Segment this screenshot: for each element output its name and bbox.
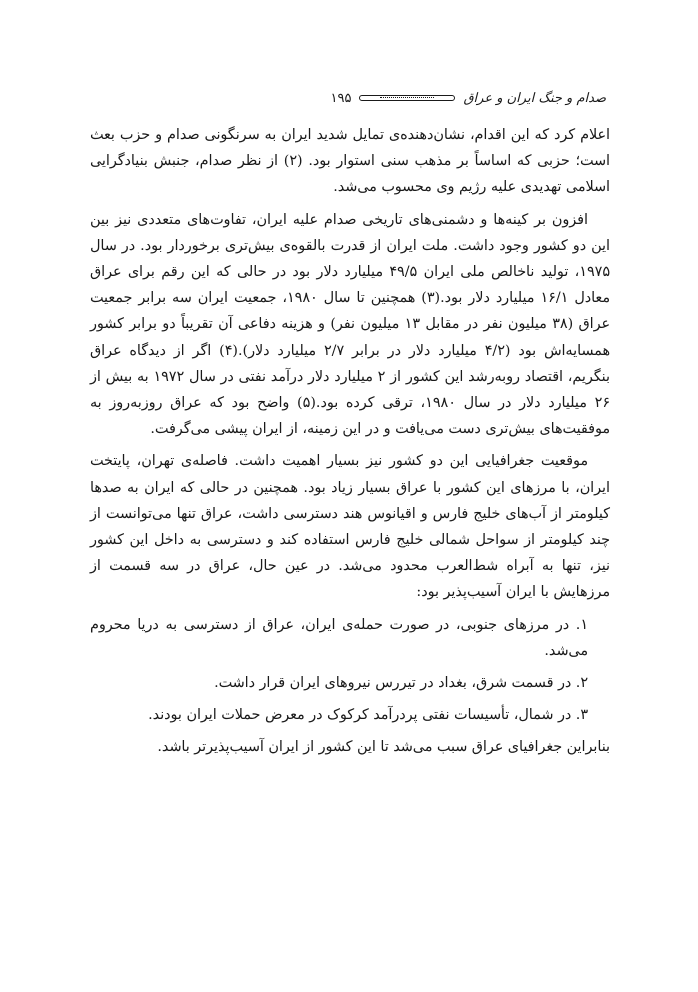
header-title: صدام و جنگ ایران و عراق [463,90,606,106]
list-item: ۱. در مرزهای جنوبی، در صورت حمله‌ی ایران، عراق از دسترسی به دریا محروم می‌شد. [90,616,588,659]
page-number: ۱۹۵ [330,90,352,106]
list-item: ۳. در شمال، تأسیسات نفتی پردرآمد کرکوک در معرض حملات ایران بودند. [148,707,588,724]
list-item: ۲. در قسمت شرق، بغداد در تیررس نیروهای ایران قرار داشت. [214,675,588,692]
paragraph: اعلام کرد که این اقدام، نشان‌دهنده‌ی تمایل شدید ایران به سرنگونی صدام و حزب بعث است؛ حزبی که اساساً بر مذهب سنی استوار بود. (۲) از نظر صدام، جنبش بنیادگرایی اسلامی تهدیدی علیه رژیم وی محسوب می‌شد. [90,127,610,196]
header-ornament-icon [359,95,455,101]
body-text [90,122,610,761]
closing-paragraph: بنابراین جغرافیای عراق سبب می‌شد تا این کشور از ایران آسیب‌پذیرتر باشد. [157,739,610,756]
running-header [116,86,606,110]
paragraph: موقعیت جغرافیایی این دو کشور نیز بسیار اهمیت داشت. فاصله‌ی تهران، پایتخت ایران، با مرزهای این کشور با عراق بسیار زیاد بود. همچنین در حالی که ایران به صدها کیلومتر از آب‌های خلیج فارس و اقیانوس هند دسترسی داشت، عراق تنها می‌توانست از چند کیلومتر از سواحل شمالی خلیج فارس استفاده کند و دسترسی به داخل این کشور نیز، تنها به آبراه شط‌العرب محدود می‌شد. در عین حال، عراق در سه قسمت از مرزهایش با ایران آسیب‌پذیر بود: [90,453,610,601]
paragraph: افزون بر کینه‌ها و دشمنی‌های تاریخی صدام علیه ایران، تفاوت‌های متعددی نیز بین این دو کشور وجود داشت. ملت ایران از قدرت بالقوه‌ی بیش‌تری برخوردار بود. در سال ۱۹۷۵، تولید ناخالص ملی ایران ۴۹/۵ میلیارد دلار بود در حالی که این رقم برای عراق معادل ۱۶/۱ میلیارد دلار بود.(۳) همچنین تا سال ۱۹۸۰، جمعیت ایران سه برابر جمعیت عراق (۳۸ میلیون نفر در مقابل ۱۳ میلیون نفر) و هزینه دفاعی آن تقریباً دو برابر کشور همسایه‌اش بود (۴/۲ میلیارد دلار در برابر ۲/۷ میلیارد دلار).(۴) اگر از دیدگاه عراق بنگریم، اقتصاد روبه‌رشد این کشور از ۲ میلیارد دلار درآمد نفتی در سال ۱۹۷۲ به بیش از ۲۶ میلیارد دلار در سال ۱۹۸۰، ترقی کرده بود.(۵) واضح بود که عراق روزبه‌روز به موفقیت‌های بیش‌تری دست می‌یافت و در این زمینه، از ایران پیشی می‌گرفت. [90,211,610,438]
